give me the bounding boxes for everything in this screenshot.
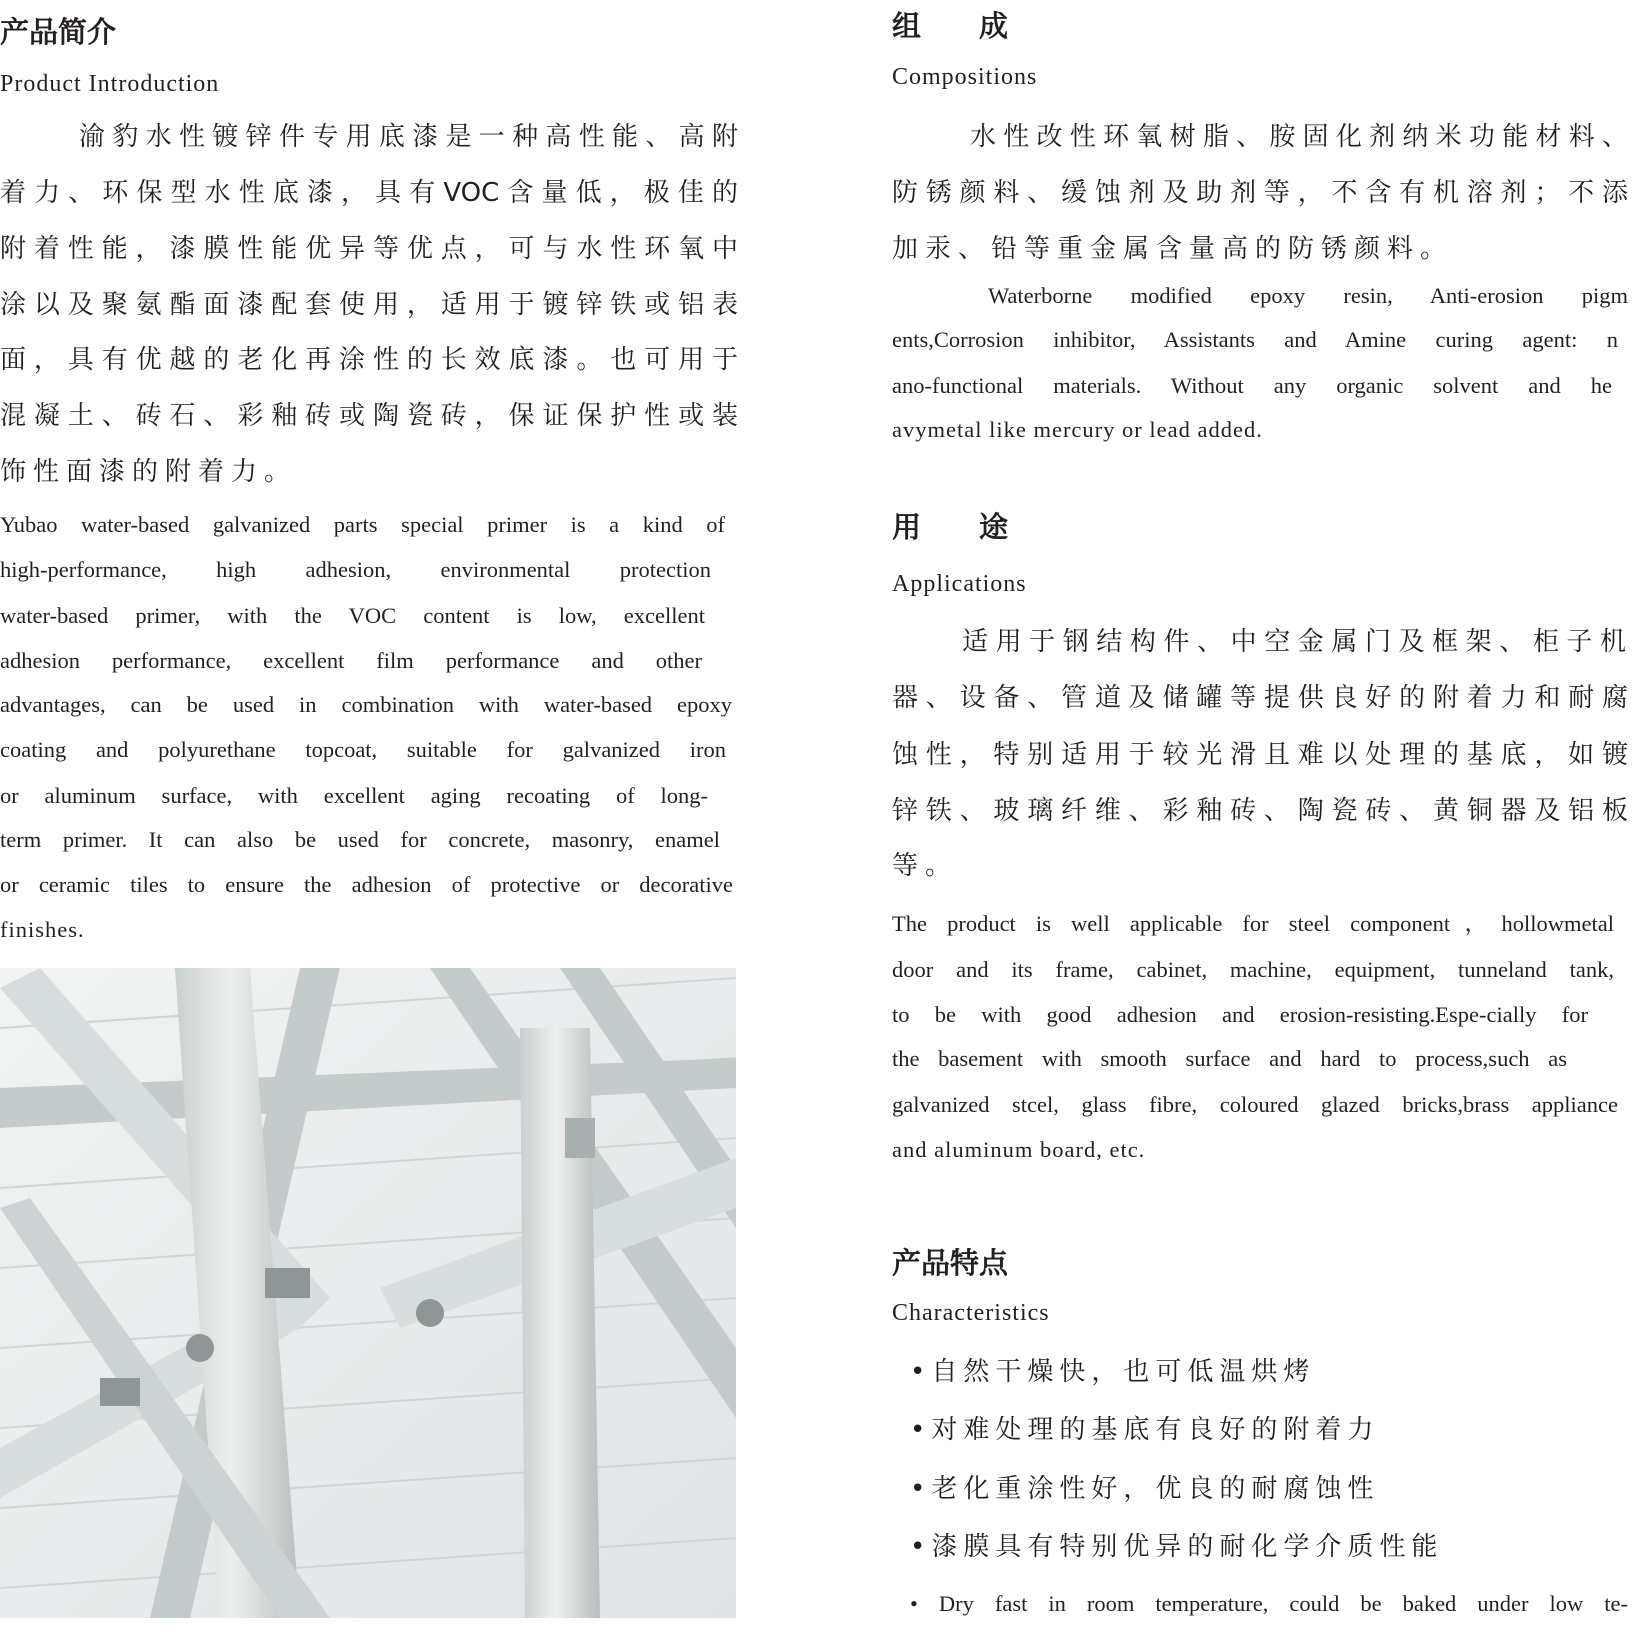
intro-cn-line: 着力、环保型水性底漆，具有VOC含量低，极佳的	[0, 178, 738, 208]
applications-title-en: Applications	[892, 571, 1027, 597]
intro-en-line: water-based primer, with the VOC content is low, excellent	[0, 603, 705, 628]
characteristics-bullet: •自然干燥快，也可低温烘烤	[910, 1357, 1316, 1387]
intro-title-cn: 产品简介	[0, 15, 117, 49]
compositions-en-line: avymetal like mercury or lead added.	[892, 417, 1263, 442]
compositions-en-line: ano-functional materials. Without any organic solvent and he	[892, 373, 1612, 398]
steel-structure-photo	[0, 968, 736, 1618]
intro-en-line: advantages, can be used in combination with water-based epoxy	[0, 692, 732, 717]
intro-cn-line: 饰性面漆的附着力。	[0, 457, 298, 487]
characteristics-bullet: •漆膜具有特别优异的耐化学介质性能	[910, 1532, 1444, 1562]
compositions-en-line: Waterborne modified epoxy resin, Anti-erosion pigm	[988, 283, 1628, 308]
applications-cn-line: 适用于钢结构件、中空金属门及框架、柜子机	[962, 627, 1626, 657]
applications-en-line: and aluminum board, etc.	[892, 1137, 1146, 1162]
characteristics-bullet: •老化重涂性好，优良的耐腐蚀性	[910, 1474, 1380, 1504]
applications-cn-line: 蚀性，特别适用于较光滑且难以处理的基底，如镀	[892, 740, 1628, 770]
compositions-en-line: ents,Corrosion inhibitor, Assistants and Amine curing agent: n	[892, 327, 1618, 352]
intro-en-line: or ceramic tiles to ensure the adhesion of protective or decorative	[0, 872, 733, 897]
characteristics-title-cn: 产品特点	[892, 1246, 1009, 1280]
applications-en-line: door and its frame, cabinet, machine, equipment, tunneland tank,	[892, 957, 1614, 982]
compositions-cn-line: 加汞、铅等重金属含量高的防锈颜料。	[892, 234, 1454, 264]
applications-en-line: the basement with smooth surface and hard to process,such as	[892, 1046, 1567, 1071]
applications-en-line: galvanized stcel, glass fibre, coloured glazed bricks,brass appliance	[892, 1092, 1618, 1117]
intro-cn-line: 涂以及聚氨酯面漆配套使用，适用于镀锌铁或铝表	[0, 290, 738, 320]
applications-en-line: to be with good adhesion and erosion-resisting.Espe-cially for	[892, 1002, 1588, 1027]
intro-en-line: adhesion performance, excellent film performance and other	[0, 648, 702, 673]
applications-cn-line: 等。	[892, 851, 959, 881]
compositions-cn-line: 防锈颜料、缓蚀剂及助剂等，不含有机溶剂；不添	[892, 178, 1628, 208]
compositions-title-en: Compositions	[892, 64, 1038, 90]
applications-title-cn: 用 途	[892, 510, 1009, 544]
characteristics-title-en: Characteristics	[892, 1300, 1050, 1326]
intro-cn-line: 面，具有优越的老化再涂性的长效底漆。也可用于	[0, 345, 738, 375]
characteristics-bullet-en: • Dry fast in room temperature, could be baked under low te-	[910, 1591, 1628, 1616]
intro-en-line: high-performance, high adhesion, environmental protection	[0, 557, 711, 582]
intro-en-line: finishes.	[0, 917, 85, 942]
characteristics-bullet: •对难处理的基底有良好的附着力	[910, 1415, 1380, 1445]
compositions-title-cn: 组 成	[892, 9, 1009, 43]
intro-cn-line: 渝豹水性镀锌件专用底漆是一种高性能、高附	[79, 122, 738, 152]
intro-title-en: Product Introduction	[0, 71, 220, 97]
compositions-cn-line: 水性改性环氧树脂、胺固化剂纳米功能材料、	[970, 122, 1628, 152]
intro-en-line: coating and polyurethane topcoat, suitable for galvanized iron	[0, 737, 726, 762]
applications-en-line: The product is well applicable for steel component，hollowmetal	[892, 911, 1614, 936]
intro-en-line: Yubao water-based galvanized parts special primer is a kind of	[0, 512, 725, 537]
intro-en-line: term primer. It can also be used for concrete, masonry, enamel	[0, 827, 720, 852]
applications-cn-line: 锌铁、玻璃纤维、彩釉砖、陶瓷砖、黄铜器及铝板	[892, 796, 1628, 826]
intro-cn-line: 附着性能，漆膜性能优异等优点，可与水性环氧中	[0, 234, 738, 264]
intro-cn-line: 混凝土、砖石、彩釉砖或陶瓷砖，保证保护性或装	[0, 401, 738, 431]
applications-cn-line: 器、设备、管道及储罐等提供良好的附着力和耐腐	[892, 683, 1628, 713]
intro-en-line: or aluminum surface, with excellent aging recoating of long-	[0, 783, 708, 808]
